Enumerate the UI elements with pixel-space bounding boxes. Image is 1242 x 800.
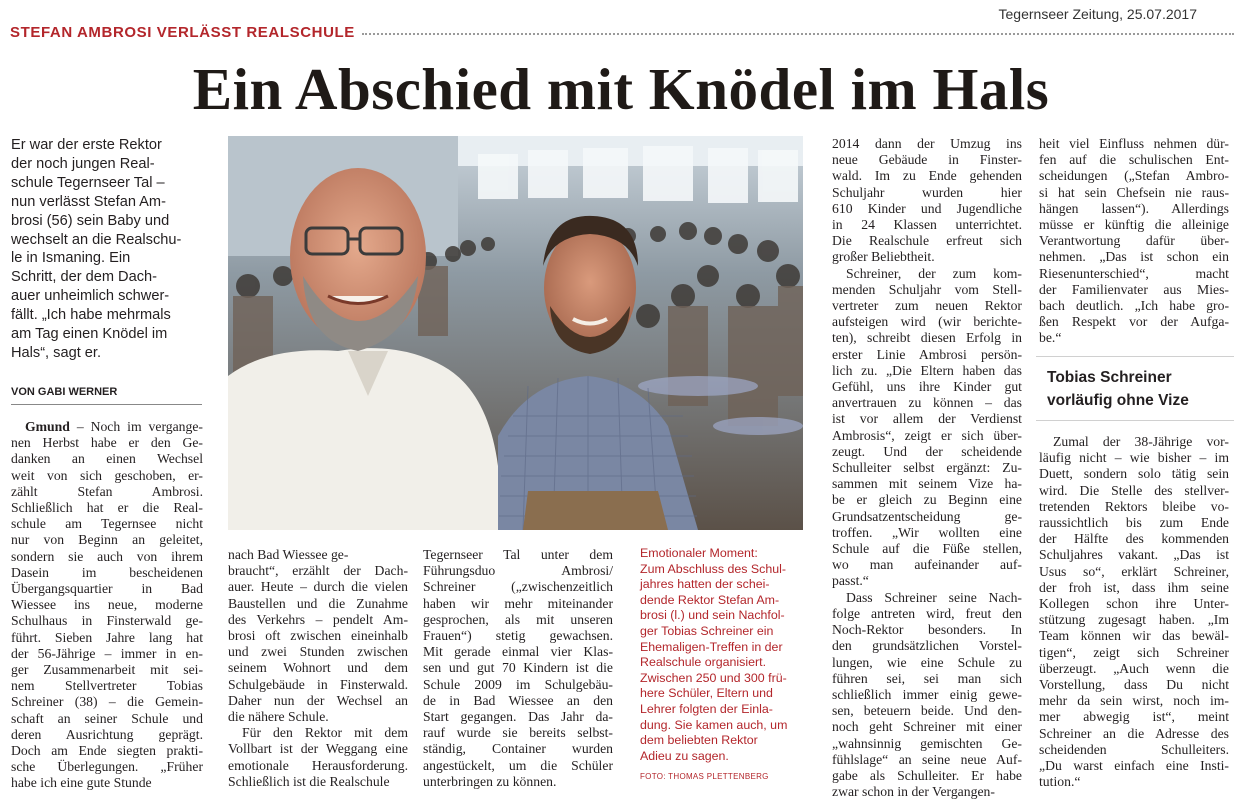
lead-line: le in Ismaning. Ein bbox=[11, 250, 131, 267]
body-line: gabe als Schulleiter. Er habe bbox=[832, 767, 1022, 783]
body-line: fen auf die schulischen Ent- bbox=[1039, 152, 1229, 168]
caption-label: Emotionaler Moment: bbox=[640, 546, 758, 560]
caption-line: dung. Sie kamen auch, um bbox=[640, 717, 788, 732]
caption-line: brosi (l.) und sein Nachfol- bbox=[640, 608, 785, 623]
body-line: schule am Tegernsee nicht bbox=[11, 516, 203, 532]
body-line: tretenden Rektors bleibe vo- bbox=[1039, 498, 1229, 514]
body-line: Schuljahr wurden hier bbox=[832, 184, 1022, 200]
photo-caption bbox=[640, 546, 810, 764]
body-line: „Du warst einfach eine Insti- bbox=[1039, 758, 1229, 774]
subhead-rule-top bbox=[1036, 356, 1234, 357]
body-line: danken an einen Wechsel bbox=[11, 451, 203, 467]
body-line: Tegernseer Tal unter dem bbox=[423, 547, 613, 562]
caption-line: Lehrer folgten der Einla- bbox=[640, 701, 773, 716]
body-line: schaft an seiner Schule und bbox=[11, 710, 203, 726]
lead-line: fällt. „Ich habe mehrmals bbox=[11, 307, 171, 324]
body-line: neue Gebäude in Finster- bbox=[832, 152, 1022, 168]
body-column-3 bbox=[423, 547, 613, 790]
body-line: Mit gerade einmal vier Klas- bbox=[423, 644, 613, 660]
body-line: heit viel Einfluss nehmen dür- bbox=[1039, 136, 1229, 151]
body-line: Grundsatzentscheidung ge- bbox=[832, 508, 1022, 524]
body-line: ten), schreibt diesen Erfolg in bbox=[832, 330, 1022, 346]
body-line: Schule 2009 im Schulgebäu- bbox=[423, 676, 613, 692]
body-line: weit von sich geschoben, er- bbox=[11, 467, 203, 483]
body-line: Übergangsquartier in Bad bbox=[11, 581, 203, 597]
byline-rule bbox=[11, 404, 202, 405]
body-line: ständig, Container wurden bbox=[423, 741, 613, 757]
body-line: Usus so“, erklärt Schreiner, bbox=[1039, 563, 1229, 579]
body-line: mehr da sein wirst, noch im- bbox=[1039, 693, 1229, 709]
body-line: Start gegangen. Das Jahr da- bbox=[423, 709, 613, 725]
body-line: großer Beliebtheit. bbox=[832, 249, 935, 265]
caption-line: jahres hatten der schei- bbox=[640, 577, 770, 592]
body-line: sen, beteuern beide. Und den- bbox=[832, 703, 1022, 719]
lead-line: der noch jungen Real- bbox=[11, 155, 155, 172]
dateline-rest: – Noch im vergange- bbox=[69, 419, 203, 434]
body-line: Wiessee ins neue, moderne bbox=[11, 597, 203, 613]
body-line: zwar schon in der Vergangen- bbox=[832, 784, 995, 800]
body-line: 2014 dann der Umzug ins bbox=[832, 136, 1022, 151]
body-line: läufig nicht – wie bisher – im bbox=[1039, 450, 1229, 466]
body-line: zeugt. Und der scheidende bbox=[832, 443, 1022, 459]
body-line: Gefühl, uns ihre Kinder gut bbox=[832, 379, 1022, 395]
body-line: der Familienvater aus Mies- bbox=[1039, 281, 1229, 297]
body-line: fühlslage“ an seine neue Auf- bbox=[832, 751, 1022, 767]
body-line: überzeugt. „Auch wenn die bbox=[1039, 660, 1229, 676]
caption-line: Zwischen 250 und 300 frü- bbox=[640, 670, 787, 685]
body-line: passt.“ bbox=[832, 573, 869, 589]
body-line: wird. Die Stelle des stellver- bbox=[1039, 482, 1229, 498]
lead-line: wechselt an die Realschu- bbox=[11, 231, 182, 248]
body-line: Schulhaus in Finsterwald ge- bbox=[11, 613, 203, 629]
body-line: der froh ist, dass ihm seine bbox=[1039, 579, 1229, 595]
lead-line: schule Tegernseer Tal – bbox=[11, 174, 165, 191]
body-line: stützung zugesagt haben. „Im bbox=[1039, 612, 1229, 628]
body-line: Die Realschule erfreut sich bbox=[832, 233, 1022, 249]
body-line: vertreter zum neuen Rektor bbox=[832, 298, 1022, 314]
headline: Ein Abschied mit Knödel im Hals bbox=[192, 56, 1050, 122]
body-line: noch geht Schreiner mit einer bbox=[832, 719, 1022, 735]
body-line: und zwei Stunden zwischen bbox=[228, 644, 408, 660]
body-line: Dass Schreiner seine Nach- bbox=[846, 589, 1022, 605]
body-line: Zumal der 38-Jährige vor- bbox=[1053, 434, 1229, 449]
body-line: Führungsduo Ambrosi/ bbox=[423, 563, 613, 579]
body-column-1 bbox=[11, 419, 203, 792]
body-line: scheidungen („Stefan Ambro- bbox=[1039, 168, 1229, 184]
body-line: Dasein im bescheidenen bbox=[11, 564, 203, 580]
lead-line: brosi (56) sein Baby und bbox=[11, 212, 170, 229]
body-line: führt. Sieben Jahre lang hat bbox=[11, 629, 203, 645]
body-line: emotionale Herausforderung. bbox=[228, 757, 408, 773]
body-line: Ambrosis“, zeigt er sich über- bbox=[832, 427, 1022, 443]
body-line: Schreiner, der zum kom- bbox=[846, 265, 1022, 281]
body-line: 610 Kinder und Jugendliche bbox=[832, 200, 1022, 216]
body-line: ist vor allem der Verdienst bbox=[832, 411, 1022, 427]
body-line: anvertrauen zu können – das bbox=[832, 395, 1022, 411]
body-line: nehmen. „Das ist schon ein bbox=[1039, 249, 1229, 265]
caption-line: here Schüler, Eltern und bbox=[640, 686, 773, 701]
body-line: die nähere Schule. bbox=[228, 709, 329, 725]
newspaper-source: Tegernseer Zeitung, 25.07.2017 bbox=[998, 6, 1197, 22]
photo-credit: FOTO: THOMAS PLETTENBERG bbox=[640, 772, 769, 781]
subhead-rule-bottom bbox=[1036, 420, 1234, 421]
caption-line: Adieu zu sagen. bbox=[640, 748, 729, 763]
body-line: zählt Stefan Ambrosi. bbox=[11, 483, 203, 499]
body-line: gesprochen, als mit unseren bbox=[423, 611, 613, 627]
body-line: folge antreten wird, freut den bbox=[832, 605, 1022, 621]
body-line: in 24 Klassen unterrichtet. bbox=[832, 217, 1022, 233]
body-line: unterbringen zu können. bbox=[423, 773, 557, 789]
body-line: Schreiner (38) – die Gemein- bbox=[11, 694, 203, 710]
byline: VON GABI WERNER bbox=[11, 386, 118, 398]
body-line: tution.“ bbox=[1039, 774, 1081, 790]
body-line: nach Bad Wiessee ge- bbox=[228, 547, 349, 562]
dateline-line bbox=[11, 419, 203, 435]
body-line: Vorstellung, dass Du nicht bbox=[1039, 677, 1229, 693]
body-line: lungen, wie eine Schule zu bbox=[832, 654, 1022, 670]
body-line: Schreiner an die Adresse des bbox=[1039, 725, 1229, 741]
body-line: wo man aufeinander auf- bbox=[832, 557, 1022, 573]
lead-line: Er war der erste Rektor bbox=[11, 137, 162, 153]
body-line: Riesenunterschied“, macht bbox=[1039, 265, 1229, 281]
body-line: si hat sein Chefsein nie raus- bbox=[1039, 184, 1229, 200]
body-line: sondern sie auch von ihrem bbox=[11, 548, 203, 564]
body-line: mer abwegig ist“, meint bbox=[1039, 709, 1229, 725]
lead-line: Schritt, der dem Dach- bbox=[11, 269, 157, 286]
body-line: angestückelt, um die Schüler bbox=[423, 757, 613, 773]
caption-line: Zum Abschluss des Schul- bbox=[640, 561, 786, 576]
body-line: ger Zusammenarbeit mit sei- bbox=[11, 662, 203, 678]
kicker-dotted-rule bbox=[362, 33, 1234, 35]
body-line: Verantwortung dafür über- bbox=[1039, 233, 1229, 249]
caption-line: Ehemaligen-Treffen in der bbox=[640, 639, 783, 654]
body-line: auer. Heute – durch die vielen bbox=[228, 579, 408, 595]
body-line: braucht“, erzählt der Dach- bbox=[228, 563, 408, 579]
body-line: „wahnsinnig gemischten Ge- bbox=[832, 735, 1022, 751]
body-line: Kollegen schon ihre Unter- bbox=[1039, 596, 1229, 612]
body-line: nur von Beginn an geleitet, bbox=[11, 532, 203, 548]
body-line: hängen lassen“). Allerdings bbox=[1039, 200, 1229, 216]
body-line: der Hälfte des kommenden bbox=[1039, 531, 1229, 547]
subheading-line-1: Tobias Schreiner bbox=[1047, 369, 1172, 386]
kicker: STEFAN AMBROSI VERLÄSST REALSCHULE bbox=[10, 24, 355, 41]
body-line: rauf wurde sie bereits selbst- bbox=[423, 725, 613, 741]
body-line: den grundsätzlichen Vorstel- bbox=[832, 638, 1022, 654]
body-line: Schulgebäude in Finsterwald. bbox=[228, 676, 408, 692]
article-photo bbox=[228, 136, 803, 530]
body-line: wald. Im zu Ende gehenden bbox=[832, 168, 1022, 184]
body-line: Daher nun der Wechsel an bbox=[228, 692, 408, 708]
body-column-5 bbox=[1039, 136, 1229, 347]
lead-line: Hals“, sagt er. bbox=[11, 344, 102, 361]
body-column-5-continued bbox=[1039, 434, 1229, 790]
body-line: erster Linie Ambrosi persön- bbox=[832, 346, 1022, 362]
body-line: der 56-Jährige – immer in en- bbox=[11, 645, 203, 661]
subheading-line-2: vorläufig ohne Vize bbox=[1047, 392, 1189, 409]
body-line: Schließlich ist die Realschule bbox=[228, 773, 390, 789]
caption-line: ger Tobias Schreiner ein bbox=[640, 623, 774, 638]
body-line: nem Stellvertreter Tobias bbox=[11, 678, 203, 694]
body-line: Schuljahres vakant. „Das ist bbox=[1039, 547, 1229, 563]
body-line: schließlich immer einig gewe- bbox=[832, 686, 1022, 702]
body-line: ßen Respekt vor der Aufga- bbox=[1039, 314, 1229, 330]
body-line: haben wir mehr miteinander bbox=[423, 595, 613, 611]
body-line: Schreiner („zwischenzeitlich bbox=[423, 579, 613, 595]
body-line: Baustellen und die Zunahme bbox=[228, 595, 408, 611]
body-line: be.“ bbox=[1039, 330, 1062, 346]
body-column-4 bbox=[832, 136, 1022, 800]
lead-paragraph bbox=[11, 136, 201, 363]
body-line: de in Bad Wiessee an den bbox=[423, 692, 613, 708]
body-line: deren Ausrichtung geprägt. bbox=[11, 726, 203, 742]
subheading bbox=[1047, 366, 1227, 412]
body-line: troffen. „Wir wollten eine bbox=[832, 524, 1022, 540]
body-line: Schulleiter selbst ergänzt: Zu- bbox=[832, 460, 1022, 476]
body-line: des Verkehrs – pendelt Am- bbox=[228, 611, 408, 627]
body-line: be er gleich zu Beginn eine bbox=[832, 492, 1022, 508]
body-line: Duett, sondern solo tätig sein bbox=[1039, 466, 1229, 482]
body-line: sen und gut 70 Kindern ist die bbox=[423, 660, 613, 676]
body-line: bach deutlich. „Ich habe gro- bbox=[1039, 298, 1229, 314]
body-line: Doch am Ende siegten prakti- bbox=[11, 743, 203, 759]
body-line: Schließlich hat er die Real- bbox=[11, 500, 203, 516]
caption-line: Realschule organisiert. bbox=[640, 655, 767, 670]
body-line: sammen mit seinem Vize ha- bbox=[832, 476, 1022, 492]
body-line: scheidenden Schulleiters. bbox=[1039, 741, 1229, 757]
dateline-place: Gmund bbox=[25, 419, 70, 434]
body-line: müsse er künftig die alleinige bbox=[1039, 217, 1229, 233]
body-line: Vollbart ist der Weggang eine bbox=[228, 741, 408, 757]
lead-line: nun verlässt Stefan Am- bbox=[11, 193, 166, 210]
body-line: menden Schuljahr vom Stell- bbox=[832, 281, 1022, 297]
body-line: sche Überlegungen. „Früher bbox=[11, 759, 203, 775]
body-line: aufsteigen wird (wir berichte- bbox=[832, 314, 1022, 330]
body-line: Team können wir das bewäl- bbox=[1039, 628, 1229, 644]
body-line: raussichtlich bis zum Ende bbox=[1039, 515, 1229, 531]
body-line: Für den Rektor mit dem bbox=[242, 725, 408, 741]
body-line: seinem Wohnort und dem bbox=[228, 660, 408, 676]
body-column-2 bbox=[228, 547, 408, 790]
body-line: führen sei, sei man sich bbox=[832, 670, 1022, 686]
lead-line: auer unheimlich schwer- bbox=[11, 288, 170, 305]
body-line: habe ich eine gute Stunde bbox=[11, 775, 152, 791]
caption-line: dende Rektor Stefan Am- bbox=[640, 592, 780, 607]
body-line: Schule auf die Füße stellen, bbox=[832, 541, 1022, 557]
body-line: Noch-Rektor besonders. In bbox=[832, 622, 1022, 638]
body-line: lich zu. „Die Eltern haben das bbox=[832, 362, 1022, 378]
body-line: tigen“, zeigt sich Schreiner bbox=[1039, 644, 1229, 660]
body-line: brosi oft zwischen eineinhalb bbox=[228, 628, 408, 644]
body-line: nen Herbst habe er den Ge- bbox=[11, 435, 203, 451]
body-line: Frauen“) stetig gewachsen. bbox=[423, 628, 613, 644]
caption-line: dem beliebten Rektor bbox=[640, 733, 758, 748]
lead-line: am Tag einen Knödel im bbox=[11, 326, 168, 343]
